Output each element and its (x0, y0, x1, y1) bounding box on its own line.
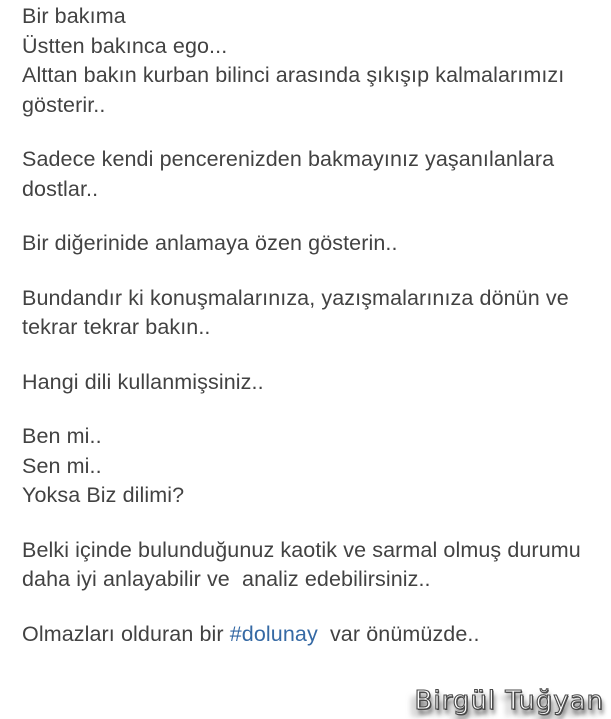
text-line: Bir diğerinide anlamaya özen gösterin.. (22, 231, 398, 255)
text-line: Alttan bakın kurban bilinci arasında şıkışıp kalmalarımızı (22, 63, 565, 87)
text-line: dostlar.. (22, 176, 99, 201)
text-line: Sadece kendi pencerenizden bakmayınız yaşanılanlara (22, 147, 555, 171)
text-line: Belki içinde bulunduğunuz kaotik ve sarmal olmuş durumu (22, 537, 581, 562)
text-line: Bundandır ki konuşmalarınıza, yazışmalarınıza dönün ve (22, 285, 569, 310)
paragraph-language-question (22, 368, 593, 398)
paragraph-window (22, 145, 593, 204)
text-line: Hangi dili kullanmişsiniz.. (22, 369, 264, 394)
paragraph-understanding (22, 229, 593, 259)
paragraph-fullmoon (22, 620, 593, 650)
paragraph-perspective (22, 2, 593, 120)
text-line: daha iyi anlayabilir ve analiz edebilirsiniz.. (22, 567, 431, 591)
paragraph-conversations (22, 284, 593, 343)
text-segment: var önümüzde.. (317, 621, 480, 646)
text-segment: Olmazları olduran bir (22, 621, 230, 646)
paragraph-me-you-we (22, 422, 593, 511)
text-line: Ben mi.. (22, 424, 102, 448)
hashtag-dolunay-link[interactable]: #dolunay (229, 621, 318, 646)
text-line: Sen mi.. (22, 453, 102, 478)
text-line: Üstten bakınca ego... (22, 33, 228, 58)
text-line: Bir bakıma (22, 4, 126, 28)
watermark-signature: Birgül Tuğyan (414, 686, 604, 716)
text-line: gösterir.. (22, 92, 106, 117)
text-line: Yoksa Biz dilimi? (22, 483, 185, 507)
text-line: tekrar tekrar bakın.. (22, 315, 211, 339)
paragraph-analysis (22, 536, 593, 595)
